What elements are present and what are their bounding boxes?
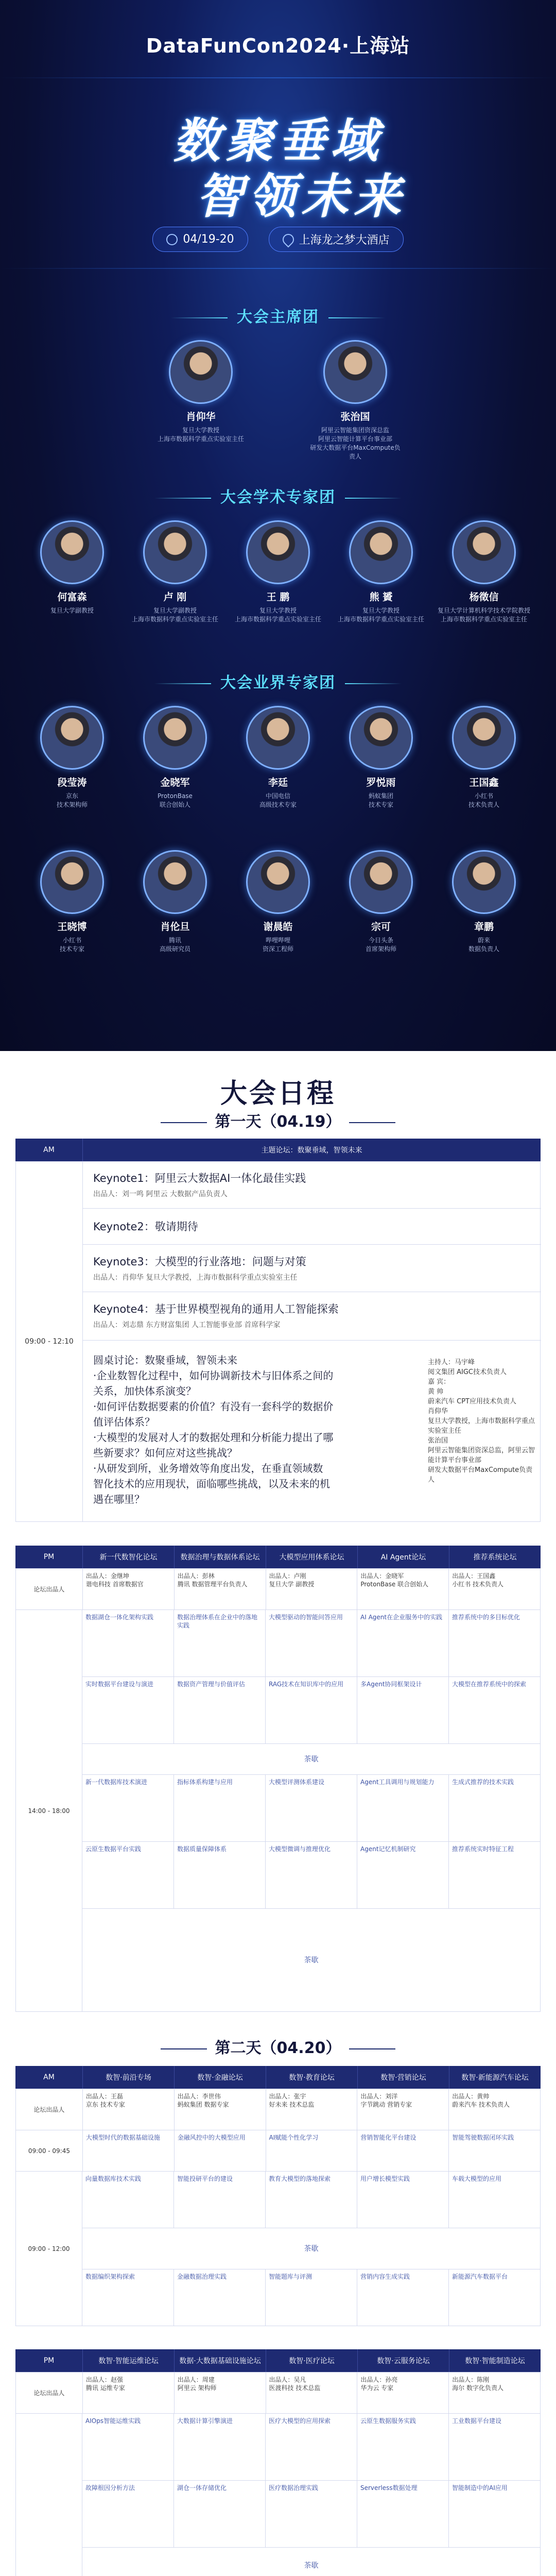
- person-name: 宗可: [371, 921, 391, 933]
- host-line: 阅文集团 AIGC技术负责人: [428, 1368, 507, 1376]
- industry-card: [232, 850, 324, 954]
- day1-pm-header: [15, 1546, 541, 1568]
- producer-cell: 出品人：金晓军 ProtonBase 联合创始人: [357, 1569, 449, 1610]
- track-title: 新一代数智化论坛: [82, 1546, 174, 1568]
- academic-card: [335, 520, 427, 624]
- host-line: 黄 帅: [428, 1388, 444, 1396]
- talk-cell: [83, 2130, 175, 2172]
- talk-cell: [174, 2172, 266, 2228]
- panel-line: 些新要求？如何应对这些挑战？: [93, 1447, 237, 1459]
- talk-cell: [266, 2130, 358, 2172]
- producer-cell: 出品人：王国鑫 小红书 技术负责人: [449, 1569, 541, 1610]
- avatar: [143, 520, 207, 584]
- talk-cell: [357, 1775, 449, 1842]
- person-title: 复旦大学教授 上海市数据科学重点实验室主任: [337, 607, 424, 623]
- person-name: 章鹏: [474, 921, 494, 933]
- headline-line-2: 智领未来: [196, 169, 406, 224]
- keynote-producer: 出品人：肖仰华 复旦大学教授，上海市数据科学重点实验室主任: [93, 1274, 298, 1282]
- talk-cell: [357, 2130, 449, 2172]
- person-name: 何富森: [57, 591, 87, 603]
- talk-cell: [82, 1610, 174, 1677]
- avatar: [349, 706, 413, 770]
- person-name: 谢晨皓: [263, 921, 293, 933]
- producer-row: [16, 2089, 541, 2130]
- day2-am-grid: [15, 2089, 541, 2326]
- talk-title: 大模型评测体系建设: [269, 1778, 325, 1786]
- talk-title: 大数据计算引擎演进: [177, 2417, 233, 2425]
- time-label: [16, 2414, 82, 2576]
- date-pill: [152, 227, 248, 252]
- talk-cell: [175, 2130, 266, 2172]
- person-name: 熊 贇: [369, 591, 393, 603]
- producer-cell: 出品人：金继坤 谐电科技 首席数据官: [83, 1569, 175, 1610]
- talk-title: 大模型微调与推理优化: [269, 1845, 331, 1853]
- talk-row: [82, 2414, 541, 2481]
- talk-columns: [82, 1610, 541, 2012]
- track-title: 数智·智能运维论坛: [82, 2349, 174, 2372]
- talk-cell: [357, 2172, 449, 2228]
- producer-cell: 出品人：李世伟 蚂蚁集团 数据专家: [175, 2089, 266, 2130]
- host-line: 复旦大学教授，上海市数据科学重点实验室主任: [428, 1417, 535, 1435]
- avatar: [143, 706, 207, 770]
- industry-card: [129, 850, 221, 954]
- person-title: 复旦大学副教授 上海市数据科学重点实验室主任: [131, 607, 218, 623]
- panel-line: 圆桌讨论：数聚垂域，智领未来: [93, 1354, 237, 1366]
- talk-cell: [266, 2172, 357, 2228]
- avatar: [452, 850, 516, 914]
- talk-title: 指标体系构建与应用: [177, 1778, 233, 1786]
- talk-cell: [82, 2481, 174, 2548]
- person-title: 小红书 技术专家: [59, 937, 84, 953]
- clock-icon: [166, 234, 178, 245]
- talk-title: 向量数据库技术实践: [85, 2175, 142, 2182]
- producer-cell: 出品人：黄帅 蔚来汽车 技术负责人: [449, 2089, 541, 2130]
- person-name: 金晓军: [160, 777, 190, 788]
- industry-card: [129, 706, 221, 809]
- keynote-title: Keynote4：基于世界模型视角的通用人工智能探索: [93, 1303, 339, 1315]
- host-line: 主持人：马宇峰: [428, 1359, 475, 1366]
- talk-title: AI Agent在企业服务中的实践: [360, 1614, 443, 1621]
- talk-title: 金融数据治理实践: [177, 2273, 227, 2280]
- talk-title: 医疗数据治理实践: [269, 2484, 319, 2492]
- keynote-2: [93, 1218, 443, 1234]
- divider: [83, 1208, 541, 1209]
- track-title: 数智·金融论坛: [174, 2066, 266, 2089]
- location-pin-icon: [280, 231, 296, 247]
- keynote-title: Keynote2：敬请期待: [93, 1221, 198, 1233]
- talk-cell: [174, 1842, 266, 1909]
- chair-card: [154, 340, 247, 461]
- panel-line: ·企业数智化过程中，如何协调新技术与旧体系之间的: [93, 1369, 334, 1382]
- day2-pm-grid: [15, 2372, 541, 2576]
- talk-cell: [449, 1610, 541, 1677]
- talk-title: 多Agent协同框架设计: [360, 1681, 422, 1688]
- talk-cell: [266, 2269, 357, 2326]
- talk-title: 智能投研平台的建设: [177, 2175, 233, 2182]
- talk-row: [16, 2130, 541, 2172]
- talk-cell: [449, 2172, 541, 2228]
- talk-cell: [266, 1775, 357, 1842]
- talk-cell: [174, 1775, 266, 1842]
- track-title: 数智·云服务论坛: [357, 2349, 449, 2372]
- talk-title: 数据治理体系在企业中的落地实践: [177, 1614, 258, 1629]
- talk-title: 数据资产管理与价值评估: [177, 1681, 246, 1688]
- panel-line: 关系，加快体系演变？: [93, 1385, 196, 1397]
- talk-title: 推荐系统实时特征工程: [452, 1845, 514, 1853]
- industry-list-row-1: [21, 706, 535, 809]
- person-name: 肖仰华: [186, 411, 216, 422]
- avatar: [246, 520, 310, 584]
- talk-title: 医疗大模型的应用探索: [269, 2417, 331, 2425]
- talk-cell: [82, 2414, 174, 2481]
- panel-line: 遇在哪里？: [93, 1493, 145, 1505]
- talk-title: 湖仓一体存储优化: [177, 2484, 227, 2492]
- talk-title: 用户增长模型实践: [360, 2175, 410, 2182]
- avatar: [452, 520, 516, 584]
- talk-cell: [174, 2269, 266, 2326]
- person-name: 王国鑫: [469, 777, 499, 788]
- panel-line: ·大模型的发展对人才的数据处理和分析能力提出了哪: [93, 1431, 334, 1444]
- talk-title: 生成式推荐的技术实践: [452, 1778, 514, 1786]
- person-title: 京东 技术架构师: [56, 792, 88, 808]
- producer-cell: 出品人：孙亮 华为云 专家: [357, 2372, 449, 2414]
- chair-section-title: 大会主席团: [0, 304, 556, 327]
- host-line: 肖仰华: [428, 1408, 448, 1415]
- academic-card: [129, 520, 221, 624]
- talk-cell: [449, 2414, 541, 2481]
- talk-title: 新能源汽车数据平台: [452, 2273, 508, 2280]
- industry-card: [232, 706, 324, 809]
- event-title: DataFunCon2024·上海站: [146, 35, 410, 57]
- talk-cell: [266, 1842, 357, 1909]
- academic-card: [26, 520, 118, 624]
- track-title: 推荐系统论坛: [449, 1546, 541, 1568]
- track-title: 数智·医疗论坛: [266, 2349, 357, 2372]
- hero-banner: [0, 0, 556, 1051]
- talk-block: [16, 2172, 541, 2326]
- talk-cell: [357, 2481, 449, 2548]
- person-name: 王 鹏: [266, 591, 290, 603]
- talk-cell: [174, 2414, 266, 2481]
- row-label: 论坛出品人: [16, 1569, 83, 1610]
- break-row: [82, 2548, 541, 2576]
- tea-break: 茶歇: [82, 1744, 541, 1775]
- talk-row: [82, 2481, 541, 2548]
- talk-cell: [82, 2269, 174, 2326]
- talk-title: 推荐系统中的多目标优化: [452, 1614, 520, 1621]
- talk-row: [82, 1610, 541, 1677]
- avatar: [40, 520, 104, 584]
- talk-cell: [449, 2481, 541, 2548]
- talk-title: Agent工具调用与规划能力: [360, 1778, 435, 1786]
- talk-title: AI赋能个性化学习: [269, 2134, 319, 2141]
- avatar: [246, 706, 310, 770]
- decor-line: [0, 268, 556, 269]
- talk-row: [82, 1677, 541, 1744]
- venue-pill: [269, 227, 404, 252]
- industry-card: [335, 706, 427, 809]
- talk-cell: [82, 1775, 174, 1842]
- divider: [83, 1244, 541, 1245]
- industry-card: [438, 850, 530, 954]
- keynote-title: Keynote3：大模型的行业落地：问题与对策: [93, 1256, 306, 1268]
- keynote-1: [93, 1170, 443, 1199]
- time-label: 09:00 - 12:00: [16, 2172, 82, 2326]
- industry-section-title: 大会业界专家团: [0, 670, 556, 692]
- talk-cell: [266, 2481, 357, 2548]
- talk-title: 营销智能化平台建设: [360, 2134, 416, 2141]
- talk-title: 数据编织架构探索: [85, 2273, 135, 2280]
- day1-am-block: [15, 1161, 541, 1522]
- person-name: 段莹涛: [57, 777, 87, 788]
- row-label: 论坛出品人: [16, 2089, 83, 2130]
- person-name: 卢 刚: [163, 591, 187, 603]
- day1-am-header: [15, 1139, 541, 1161]
- person-title: 腾讯 高级研究员: [159, 937, 190, 953]
- talk-cell: [266, 2414, 357, 2481]
- talk-title: AIOps智能运维实践: [85, 2417, 141, 2425]
- day1-pm-grid: [15, 1568, 541, 2012]
- row-label: 论坛出品人: [16, 2372, 83, 2414]
- person-title: ProtonBase 联合创始人: [158, 792, 193, 808]
- pm-label: PM: [43, 2357, 55, 2365]
- chair-list: [124, 340, 432, 461]
- talk-title: 营销内容生成实践: [360, 2273, 410, 2280]
- host-line: 张治国: [428, 1437, 448, 1445]
- talk-title: 大模型时代的数据基础设施: [85, 2134, 160, 2141]
- producer-cell: 出品人：彭林 腾讯 数据管理平台负责人: [175, 1569, 266, 1610]
- talk-row: [82, 2172, 541, 2228]
- producer-cell: 出品人：周建 阿里云 架构师: [175, 2372, 266, 2414]
- industry-card: [438, 706, 530, 809]
- track-title: 数据治理与数据体系论坛: [174, 1546, 266, 1568]
- person-name: 张治国: [340, 411, 370, 422]
- person-title: 复旦大学计算机科学技术学院教授 上海市数据科学重点实验室主任: [438, 607, 531, 623]
- academic-list: [21, 520, 535, 624]
- host-line: 研发大数据平台MaxCompute负责人: [428, 1466, 533, 1484]
- person-title: 蔚来 数据负责人: [468, 937, 499, 953]
- track-title: 数智·营销论坛: [357, 2066, 449, 2089]
- keynote-3: [93, 1253, 443, 1282]
- keynote-4: [93, 1301, 443, 1330]
- talk-title: Agent记忆机制研究: [360, 1845, 416, 1853]
- person-name: 肖伦旦: [160, 921, 190, 933]
- talk-title: 故障根因分析方法: [85, 2484, 135, 2492]
- talk-title: 云原生数据平台实践: [85, 1845, 142, 1853]
- talk-title: 云原生数据服务实践: [360, 2417, 416, 2425]
- keynote-title: Keynote1：阿里云大数据AI一体化最佳实践: [93, 1172, 306, 1184]
- host-line: 嘉 宾：: [428, 1378, 450, 1386]
- panel-line: 智化技术的应用现状，面临哪些挑战，以及未来的机: [93, 1478, 330, 1490]
- producer-cell: 出品人：卢刚 复旦大学 副教授: [266, 1569, 358, 1610]
- producer-cell: 出品人：张宇 好未来 技术总监: [266, 2089, 358, 2130]
- tea-break: 茶歇: [82, 1909, 541, 2012]
- talk-title: 工业数据平台建设: [452, 2417, 502, 2425]
- talk-cell: [449, 1842, 541, 1909]
- industry-card: [335, 850, 427, 954]
- person-name: 杨徵信: [469, 591, 499, 603]
- track-title: 大模型应用体系论坛: [266, 1546, 357, 1568]
- talk-title: 车载大模型的应用: [452, 2175, 502, 2182]
- person-title: 蚂蚁集团 技术专家: [368, 792, 393, 808]
- producer-cell: 出品人：赵强 腾讯 运维专家: [83, 2372, 175, 2414]
- talk-cell: [174, 1610, 266, 1677]
- avatar: [143, 850, 207, 914]
- talk-title: 金融风控中的大模型应用: [177, 2134, 246, 2141]
- keynote-producer: 出品人：刘一鸣 阿里云 大数据产品负责人: [93, 1190, 228, 1198]
- am-label: AM: [43, 1146, 55, 1154]
- avatar: [40, 706, 104, 770]
- talk-cell: [357, 2269, 449, 2326]
- person-title: 复旦大学教授 上海市数据科学重点实验室主任: [157, 427, 244, 443]
- am-forum-title: 主题论坛：数聚垂域，智领未来: [82, 1139, 541, 1161]
- talks-row: [16, 2414, 541, 2576]
- panel-line: 值评估体系？: [93, 1416, 155, 1428]
- talk-title: 智能制造中的AI应用: [452, 2484, 508, 2492]
- day-2-title: 第二天（04.20）: [0, 2035, 556, 2058]
- talk-title: 数据湖仓一体化架构实践: [85, 1614, 154, 1621]
- talk-title: 数据质量保障体系: [177, 1845, 227, 1853]
- person-name: 李廷: [268, 777, 288, 788]
- talk-cell: [449, 2130, 541, 2172]
- decor-line: [0, 77, 556, 78]
- pm-label: PM: [43, 1553, 55, 1561]
- tea-break: 茶歇: [82, 2228, 541, 2269]
- talk-cell: [449, 1677, 541, 1744]
- talk-row: [82, 1842, 541, 1909]
- talk-title: 教育大模型的落地探索: [269, 2175, 331, 2182]
- talk-title: 大模型驱动的智能问答应用: [269, 1614, 343, 1621]
- talk-cell: [449, 1775, 541, 1842]
- talk-columns: [82, 2172, 541, 2326]
- break-row: [82, 2228, 541, 2269]
- talk-title: Serverless数据处理: [360, 2484, 418, 2492]
- avatar: [40, 850, 104, 914]
- producer-row: [16, 1569, 541, 1610]
- talk-cell: [266, 1677, 357, 1744]
- industry-card: [26, 850, 118, 954]
- track-title: 数智·智能制造论坛: [449, 2349, 541, 2372]
- avatar: [349, 850, 413, 914]
- roundtable-discussion: [93, 1352, 412, 1507]
- talk-cell: [82, 1677, 174, 1744]
- talk-row: [82, 1775, 541, 1842]
- person-title: 复旦大学副教授: [50, 607, 94, 614]
- talk-cell: [449, 2269, 541, 2326]
- event-venue: 上海龙之梦大酒店: [299, 234, 390, 247]
- track-title: 数据·大数据基础设施论坛: [174, 2349, 266, 2372]
- headline-line-1: 数聚垂域: [172, 113, 383, 168]
- talk-cell: [82, 1842, 174, 1909]
- person-title: 复旦大学教授 上海市数据科学重点实验室主任: [234, 607, 321, 623]
- person-title: 中国电信 高级技术专家: [259, 792, 297, 808]
- talk-title: RAG技术在知识库中的应用: [269, 1681, 344, 1688]
- chair-card: [309, 340, 402, 461]
- talks-row: [16, 1610, 541, 2012]
- talk-cell: [357, 1842, 449, 1909]
- event-date: 04/19-20: [183, 233, 234, 246]
- day-1-title: 第一天（04.19）: [0, 1109, 556, 1131]
- avatar: [169, 340, 233, 404]
- producer-cell: 出品人：吴凡 医渡科技 技术总监: [266, 2372, 358, 2414]
- talk-cell: [174, 1677, 266, 1744]
- person-title: 阿里云智能集团资深总监 阿里云智能计算平台事业部 研发大数据平台MaxCompute负责人: [310, 427, 401, 460]
- producer-row: [16, 2372, 541, 2414]
- person-title: 今日头条 首席架构师: [365, 937, 396, 953]
- event-meta: [0, 227, 556, 252]
- talk-cell: [357, 2414, 449, 2481]
- talk-cell: [357, 1677, 449, 1744]
- track-title: 数智·新能源汽车论坛: [449, 2066, 541, 2089]
- break-row: [82, 1909, 541, 2012]
- track-title: 数智·教育论坛: [266, 2066, 357, 2089]
- talk-cell: [357, 1610, 449, 1677]
- divider: [83, 1340, 541, 1341]
- panel-line: ·从研发到所，业务增效等角度出发，在垂直领域数: [93, 1462, 323, 1475]
- industry-card: [26, 706, 118, 809]
- talk-title: 新一代数据库技术演进: [85, 1778, 148, 1786]
- avatar: [323, 340, 387, 404]
- talk-title: 实时数据平台建设与演进: [85, 1681, 154, 1688]
- am-time: 09:00 - 12:10: [16, 1162, 83, 1521]
- person-name: 罗悦雨: [366, 777, 396, 788]
- talk-title: 智能驾驶数据闭环实践: [452, 2134, 514, 2141]
- track-title: 数智·前沿专场: [82, 2066, 174, 2089]
- academic-card: [438, 520, 530, 624]
- host-line: 阿里云智能集团资深总监，阿里云智能计算平台事业部: [428, 1447, 535, 1464]
- agenda-title: 大会日程: [220, 1078, 336, 1109]
- time-label: 09:00 - 09:45: [16, 2130, 83, 2172]
- person-title: 小红书 技术负责人: [468, 792, 499, 808]
- keynote-producer: 出品人：刘志鼎 东方财富集团 人工智能事业部 首席科学家: [93, 1321, 281, 1329]
- panel-line: ·如何评估数据要素的价值？有没有一套科学的数据价: [93, 1400, 334, 1413]
- day2-am-header: [15, 2066, 541, 2089]
- academic-section-title: 大会学术专家团: [0, 484, 556, 507]
- producer-cell: 出品人：陈刚 海尔 数字化负责人: [449, 2372, 541, 2414]
- talk-cell: [82, 2172, 174, 2228]
- producer-cell: 出品人：刘洋 字节跳动 营销专家: [357, 2089, 449, 2130]
- person-name: 王晓博: [57, 921, 87, 933]
- panel-host-list: [428, 1358, 536, 1485]
- talk-cell: [174, 2481, 266, 2548]
- industry-list-row-2: [21, 850, 535, 954]
- avatar: [452, 706, 516, 770]
- talk-columns: [82, 2414, 541, 2576]
- avatar: [246, 850, 310, 914]
- talk-cell: [266, 1610, 357, 1677]
- talk-title: 大模型在推荐系统中的探索: [452, 1681, 527, 1688]
- am-label: AM: [43, 2073, 55, 2081]
- time-label: 14:00 - 18:00: [16, 1610, 82, 2012]
- producer-cell: 出品人：王磊 京东 技术专家: [83, 2089, 175, 2130]
- person-title: 哔哩哔哩 资深工程师: [262, 937, 293, 953]
- break-row: [82, 1744, 541, 1775]
- day2-pm-header: [15, 2349, 541, 2372]
- avatar: [349, 520, 413, 584]
- academic-card: [232, 520, 324, 624]
- tea-break: 茶歇: [82, 2548, 541, 2576]
- talk-title: 智能题库与评测: [269, 2273, 312, 2280]
- host-line: 蔚来汽车 CPT应用技术负责人: [428, 1398, 516, 1405]
- track-title: AI Agent论坛: [357, 1546, 449, 1568]
- talk-row: [82, 2269, 541, 2326]
